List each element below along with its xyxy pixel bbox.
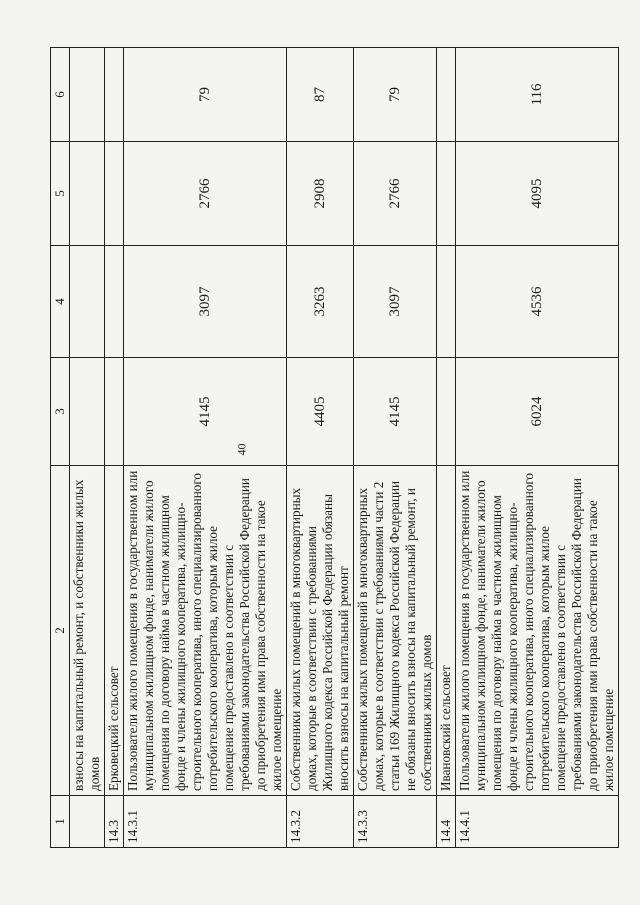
value-col-5 [437, 142, 456, 246]
header-cell: 5 [51, 142, 70, 246]
row-code: 14.3 [105, 796, 124, 848]
value-col-4: 3097 [124, 246, 287, 358]
row-description: Ивановский сельсовет [437, 466, 456, 796]
value-col-5: 2766 [354, 142, 437, 246]
header-cell: 1 [51, 796, 70, 848]
row-description: Ерковецкий сельсовет [105, 466, 124, 796]
row-description: Собственники жилых помещений в многоквартирных домах, которые в соответствии с требованиями части 2 статьи 169 Жилищного кодекса Российской Федерации не обязаны вносить взносы на капитальный ремонт, и собственники жилых домов [354, 466, 437, 796]
table-row [456, 48, 619, 848]
value-col-5: 4095 [456, 142, 619, 246]
row-code: 14.3.1 [124, 796, 287, 848]
table-row [287, 48, 354, 848]
section-row [437, 48, 456, 848]
value-col-4: 3097 [354, 246, 437, 358]
header-cell: 2 [51, 466, 70, 796]
value-col-6: 87 [287, 48, 354, 142]
value-col-3 [70, 358, 105, 466]
table-row [124, 48, 287, 848]
row-code: 14.4.1 [456, 796, 619, 848]
table-row [70, 48, 105, 848]
value-col-6: 79 [124, 48, 287, 142]
header-row [51, 48, 70, 848]
header-cell: 4 [51, 246, 70, 358]
header-cell: 3 [51, 358, 70, 466]
row-description: Пользователи жилого помещения в государственном или муниципальном жилищном фонде, наниматели жилого помещения по договору найма в частном жилищном фонде и члены жилищного кооператива, жилищно-строительного кооператива, иного специализированного потребительского кооператива, которым жилое помещение предоставлено в соответствии с требованиями законодательства Российской Федерации до приобретения ими права собственности на такое жилое помещение [124, 466, 287, 796]
row-code: 14.3.3 [354, 796, 437, 848]
row-description: Пользователи жилого помещения в государственном или муниципальном жилищном фонде, наниматели жилого помещения по договору найма в частном жилищном фонде и члены жилищного кооператива, жилищно-строительного кооператива, иного специализированного потребительского кооператива, которым жилое помещение предоставлено в соответствии с требованиями законодательства Российской Федерации до приобретения ими права собственности на такое жилое помещение [456, 466, 619, 796]
value-col-6 [70, 48, 105, 142]
row-description: Собственники жилых помещений в многоквартирных домах, которые в соответствии с требованиями Жилищного кодекса Российской Федерации обязаны вносить взносы на капитальный ремонт [287, 466, 354, 796]
value-col-6: 116 [456, 48, 619, 142]
value-col-3: 4145 [354, 358, 437, 466]
rotated-table-sheet [50, 48, 640, 848]
row-code: 14.4 [437, 796, 456, 848]
section-row [105, 48, 124, 848]
value-col-3: 4405 [287, 358, 354, 466]
row-code: 14.3.2 [287, 796, 354, 848]
value-col-5 [105, 142, 124, 246]
value-col-4 [70, 246, 105, 358]
value-col-4: 4536 [456, 246, 619, 358]
row-description: взносы на капитальный ремонт, и собственники жилых домов [70, 466, 105, 796]
tariff-table [50, 47, 619, 848]
row-code [70, 796, 105, 848]
table-row [354, 48, 437, 848]
value-col-6 [437, 48, 456, 142]
header-cell: 6 [51, 48, 70, 142]
value-col-4 [105, 246, 124, 358]
value-col-3 [105, 358, 124, 466]
value-col-3: 6024 [456, 358, 619, 466]
value-col-3 [437, 358, 456, 466]
value-col-3: 4145 [124, 358, 287, 466]
page-number: 40 [234, 443, 249, 456]
value-col-6 [105, 48, 124, 142]
value-col-5: 2766 [124, 142, 287, 246]
value-col-5 [70, 142, 105, 246]
value-col-5: 2908 [287, 142, 354, 246]
value-col-6: 79 [354, 48, 437, 142]
value-col-4: 3263 [287, 246, 354, 358]
value-col-4 [437, 246, 456, 358]
